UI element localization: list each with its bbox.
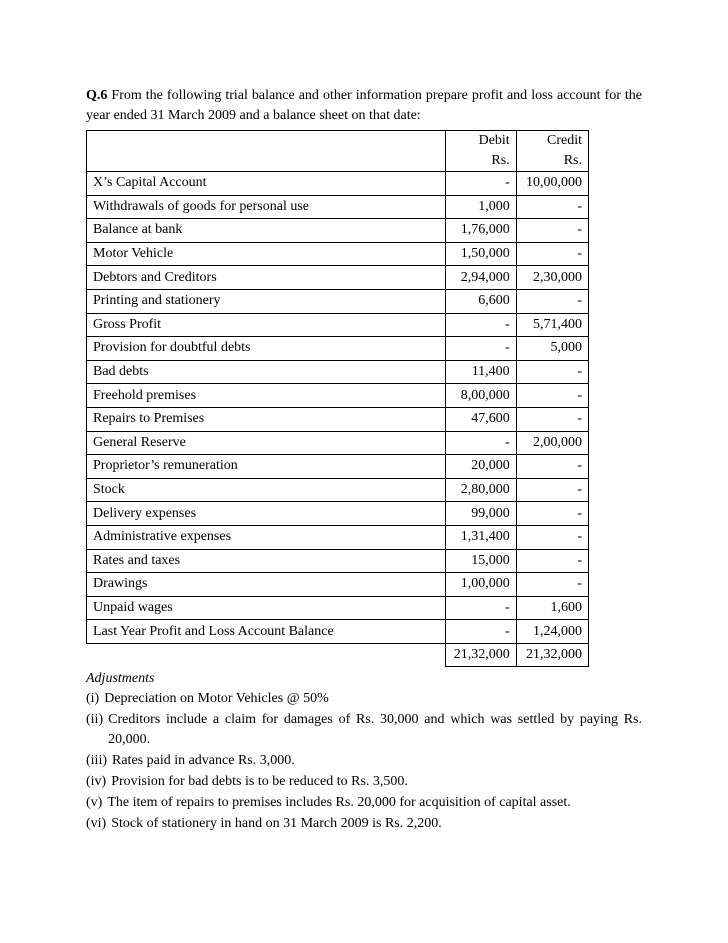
debit-amount: -: [446, 337, 516, 361]
debit-amount: 1,00,000: [446, 573, 516, 597]
adjustment-item: [86, 710, 642, 750]
account-name: Unpaid wages: [87, 596, 446, 620]
question-body: From the following trial balance and other information prepare profit and loss account for the year ended 31 March 2009 and a balance sheet on that date:: [86, 88, 643, 123]
adjustment-label: (vi): [86, 816, 107, 832]
debit-amount: -: [446, 596, 516, 620]
account-name: Drawings: [87, 573, 446, 597]
adjustment-label: (ii): [86, 712, 104, 728]
total-debit: 21,32,000: [446, 643, 516, 667]
account-name: Gross Profit: [87, 313, 446, 337]
header-debit: Debit: [446, 131, 516, 152]
credit-amount: 5,000: [516, 337, 588, 361]
credit-amount: 1,600: [516, 596, 588, 620]
table-row: [87, 620, 589, 644]
table-row: [87, 549, 589, 573]
header-blank-cell: [87, 151, 446, 172]
account-name: Withdrawals of goods for personal use: [87, 195, 446, 219]
table-row: [87, 525, 589, 549]
account-name: Proprietor’s remuneration: [87, 455, 446, 479]
credit-amount: -: [516, 573, 588, 597]
adjustment-item: [86, 814, 642, 834]
credit-amount: -: [516, 195, 588, 219]
question-number: Q.6: [86, 88, 108, 103]
debit-amount: 6,600: [446, 289, 516, 313]
credit-amount: -: [516, 549, 588, 573]
adjustment-text: The item of repairs to premises includes Rs. 20,000 for acquisition of capital asset.: [107, 795, 571, 811]
table-header-row: [87, 131, 589, 152]
account-name: Motor Vehicle: [87, 242, 446, 266]
account-name: Balance at bank: [87, 219, 446, 243]
table-row: [87, 431, 589, 455]
debit-amount: 2,94,000: [446, 266, 516, 290]
account-name: General Reserve: [87, 431, 446, 455]
adjustment-text: Rates paid in advance Rs. 3,000.: [112, 753, 295, 769]
debit-amount: 1,76,000: [446, 219, 516, 243]
credit-amount: -: [516, 502, 588, 526]
debit-amount: -: [446, 431, 516, 455]
adjustment-text: Stock of stationery in hand on 31 March 2009 is Rs. 2,200.: [111, 816, 442, 832]
document-page: [86, 86, 642, 835]
account-name: Provision for doubtful debts: [87, 337, 446, 361]
table-row: [87, 219, 589, 243]
table-row: [87, 266, 589, 290]
table-row: [87, 384, 589, 408]
credit-amount: 1,24,000: [516, 620, 588, 644]
adjustment-text: Creditors include a claim for damages of Rs. 30,000 and which was settled by paying Rs. 20,000.: [108, 712, 642, 748]
debit-amount: 2,80,000: [446, 478, 516, 502]
debit-amount: 8,00,000: [446, 384, 516, 408]
table-row: [87, 360, 589, 384]
table-row: [87, 455, 589, 479]
credit-amount: -: [516, 525, 588, 549]
account-name: Freehold premises: [87, 384, 446, 408]
adjustment-label: (iii): [86, 753, 107, 769]
table-row: [87, 573, 589, 597]
account-name: Administrative expenses: [87, 525, 446, 549]
credit-amount: -: [516, 384, 588, 408]
trial-balance-table: [86, 130, 589, 667]
debit-amount: 15,000: [446, 549, 516, 573]
adjustment-item: [86, 793, 642, 813]
credit-amount: 2,30,000: [516, 266, 588, 290]
credit-amount: -: [516, 289, 588, 313]
account-name: Last Year Profit and Loss Account Balance: [87, 620, 446, 644]
credit-amount: -: [516, 407, 588, 431]
totals-row: [87, 643, 589, 667]
debit-amount: 47,600: [446, 407, 516, 431]
credit-amount: 10,00,000: [516, 172, 588, 196]
adjustment-item: [86, 751, 642, 771]
debit-amount: 20,000: [446, 455, 516, 479]
account-name: Stock: [87, 478, 446, 502]
total-credit: 21,32,000: [516, 643, 588, 667]
credit-amount: 2,00,000: [516, 431, 588, 455]
debit-amount: 1,50,000: [446, 242, 516, 266]
table-row: [87, 242, 589, 266]
debit-amount: 11,400: [446, 360, 516, 384]
credit-amount: -: [516, 478, 588, 502]
table-row: [87, 172, 589, 196]
question-text: [86, 86, 642, 126]
adjustment-text: Depreciation on Motor Vehicles @ 50%: [104, 691, 329, 707]
table-row: [87, 337, 589, 361]
header-blank-cell: [87, 131, 446, 152]
totals-blank-cell: [87, 643, 446, 667]
account-name: X’s Capital Account: [87, 172, 446, 196]
table-row: [87, 478, 589, 502]
debit-amount: -: [446, 620, 516, 644]
adjustment-label: (i): [86, 691, 100, 707]
credit-amount: -: [516, 360, 588, 384]
header-debit-unit: Rs.: [446, 151, 516, 172]
credit-amount: -: [516, 242, 588, 266]
adjustment-item: [86, 772, 642, 792]
account-name: Rates and taxes: [87, 549, 446, 573]
account-name: Repairs to Premises: [87, 407, 446, 431]
credit-amount: 5,71,400: [516, 313, 588, 337]
debit-amount: 1,000: [446, 195, 516, 219]
credit-amount: -: [516, 455, 588, 479]
debit-amount: 99,000: [446, 502, 516, 526]
account-name: Printing and stationery: [87, 289, 446, 313]
account-name: Delivery expenses: [87, 502, 446, 526]
adjustments-title: Adjustments: [86, 671, 155, 687]
adjustment-label: (iv): [86, 774, 107, 790]
debit-amount: 1,31,400: [446, 525, 516, 549]
table-row: [87, 596, 589, 620]
account-name: Debtors and Creditors: [87, 266, 446, 290]
header-credit-unit: Rs.: [516, 151, 588, 172]
adjustment-text: Provision for bad debts is to be reduced to Rs. 3,500.: [111, 774, 408, 790]
table-row: [87, 502, 589, 526]
adjustment-item: [86, 689, 642, 709]
debit-amount: -: [446, 172, 516, 196]
adjustment-label: (v): [86, 795, 103, 811]
table-row: [87, 289, 589, 313]
table-row: [87, 195, 589, 219]
credit-amount: -: [516, 219, 588, 243]
account-name: Bad debts: [87, 360, 446, 384]
adjustments-list: [86, 689, 642, 834]
header-credit: Credit: [516, 131, 588, 152]
debit-amount: -: [446, 313, 516, 337]
table-row: [87, 407, 589, 431]
table-header-units-row: [87, 151, 589, 172]
table-row: [87, 313, 589, 337]
